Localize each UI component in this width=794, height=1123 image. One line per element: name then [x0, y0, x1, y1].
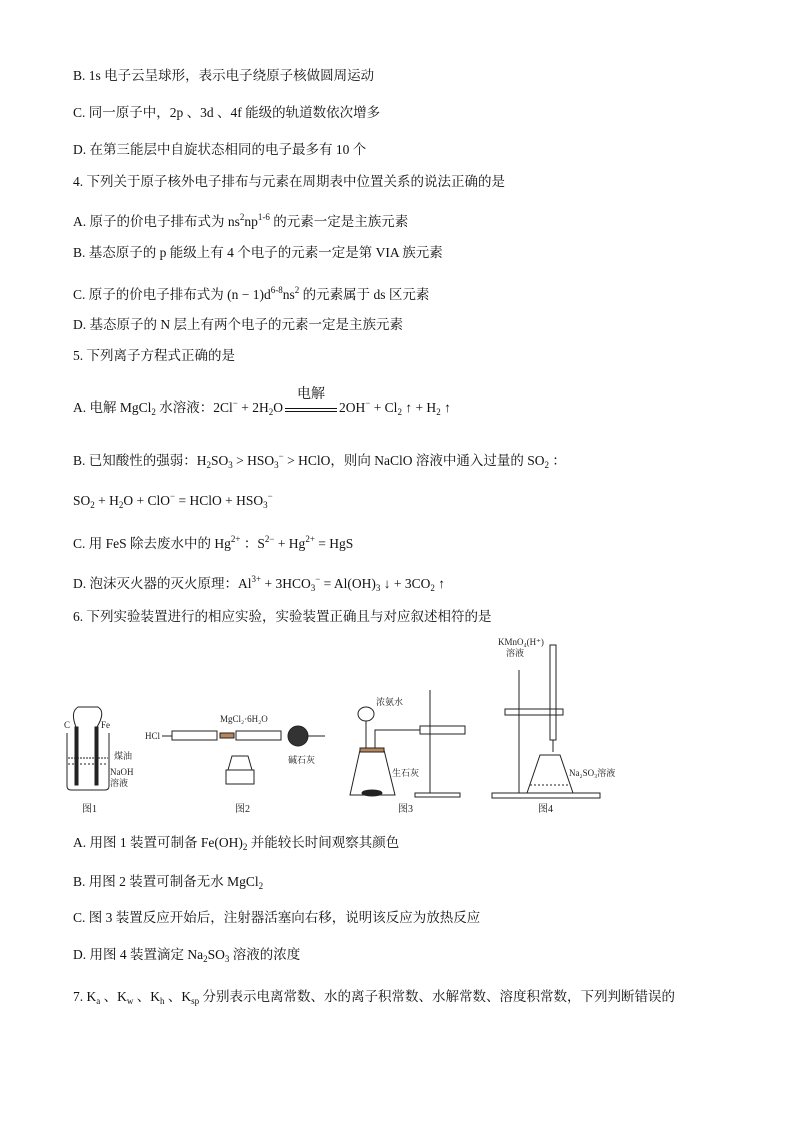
text-line — [73, 244, 443, 262]
delivery-tube — [375, 730, 420, 748]
figure-2 — [145, 714, 325, 815]
text-segment: + H — [94, 493, 119, 508]
text-segment: SO — [73, 493, 91, 508]
text-line — [73, 946, 300, 968]
connector — [220, 733, 234, 738]
supscript: − — [315, 574, 321, 584]
text-segment: 分别表示电离常数、水的离子积常数、水解常数、溶度积常数，下列判断错误的 — [199, 989, 676, 1004]
supscript: 2 — [294, 285, 300, 295]
text-segment: 的元素一定是主族元素 — [269, 214, 409, 229]
text-segment: 、K — [164, 989, 192, 1004]
carbon-electrode — [75, 727, 78, 785]
subscript: 3 — [310, 583, 316, 593]
fig1-label-fe: Fe — [101, 720, 110, 730]
soda-lime-tube — [288, 726, 308, 746]
text-segment: 5. 下列离子方程式正确的是 — [73, 348, 235, 363]
burette-clamp — [505, 709, 563, 715]
subscript: 2 — [268, 407, 274, 417]
text-segment: B. 已知酸性的强弱：H — [73, 453, 207, 468]
text-line — [73, 988, 675, 1010]
figure-3 — [350, 690, 465, 815]
fig2-label-hcl: HCl — [145, 731, 161, 741]
supscript: 2 — [239, 212, 245, 222]
equals-sign — [285, 408, 337, 412]
text-segment: D. 用图 4 装置滴定 Na — [73, 947, 204, 962]
subscript: 2 — [430, 583, 435, 593]
fig4-caption: 图4 — [538, 804, 553, 815]
subscript: 2 — [206, 460, 212, 470]
text-segment: > HSO — [232, 453, 275, 468]
text-line — [73, 873, 263, 895]
text-segment: D. 在第三能层中自旋状态相同的电子最多有 10 个 — [73, 142, 367, 157]
fig1-caption: 图1 — [82, 804, 97, 815]
wire — [73, 707, 101, 727]
supscript: 6-8 — [270, 285, 283, 295]
figure-1 — [64, 707, 134, 815]
text-line — [73, 909, 480, 927]
text-segment: A. 原子的价电子排布式为 ns — [73, 214, 240, 229]
text-segment: B. 基态原子的 p 能级上有 4 个电子的元素一定是第 VIA 族元素 — [73, 245, 443, 260]
subscript: 2 — [436, 407, 441, 417]
text-segment: A. 用图 1 装置可制备 Fe(OH) — [73, 835, 243, 850]
stand-base — [415, 793, 460, 797]
fig2-label-salt: MgCl₂·6H₂O — [220, 714, 268, 724]
supscript: − — [365, 398, 371, 408]
text-segment: 的元素属于 ds 区元素 — [299, 287, 430, 302]
text-segment: B. 1s 电子云呈球形，表示电子绕原子核做圆周运动 — [73, 68, 375, 83]
subscript: h — [160, 996, 165, 1006]
glass-tube-2 — [236, 731, 281, 740]
text-segment: + 3HCO — [261, 576, 311, 591]
text-segment: C. 同一原子中，2p 、3d 、4f 能级的轨道数依次增多 — [73, 105, 381, 120]
subscript: 2 — [90, 500, 95, 510]
text-segment: 、K — [100, 989, 127, 1004]
text-segment: B. 用图 2 装置可制备无水 MgCl — [73, 874, 259, 889]
text-line — [73, 608, 492, 626]
supscript: 2+ — [230, 534, 241, 544]
text-segment: O — [273, 400, 283, 415]
subscript: 2 — [118, 500, 124, 510]
subscript: 2 — [151, 407, 156, 417]
text-line — [73, 347, 235, 365]
supscript: 3+ — [251, 574, 262, 584]
supscript: − — [170, 491, 176, 501]
text-line — [73, 141, 366, 159]
subscript: 3 — [228, 460, 233, 470]
text-segment: ↑ — [434, 576, 446, 591]
quicklime-solid — [362, 790, 382, 796]
syringe — [420, 726, 465, 734]
text-segment: = HClO + HSO — [175, 493, 264, 508]
alcohol-lamp — [228, 756, 252, 770]
text-segment: SO — [207, 947, 225, 962]
text-line — [73, 104, 380, 122]
subscript: w — [126, 996, 134, 1006]
text-segment: = Al(OH) — [320, 576, 376, 591]
fig3-caption: 图3 — [398, 804, 413, 815]
subscript: 3 — [224, 954, 230, 964]
fig3-label-quicklime: 生石灰 — [392, 768, 420, 778]
text-line — [73, 173, 505, 191]
text-segment: = HgS — [314, 536, 354, 551]
supscript: 2+ — [305, 534, 315, 544]
subscript: 3 — [263, 500, 268, 510]
text-segment: + Hg — [274, 536, 306, 551]
stand-base — [492, 793, 600, 798]
text-line — [73, 570, 445, 597]
fig4-label-kmno4: KMnO₄(H⁺) — [498, 637, 544, 647]
text-segment: C. 原子的价电子排布式为 (n − 1)d — [73, 287, 271, 302]
text-segment: + Cl — [370, 400, 398, 415]
text-segment: + 2H — [237, 400, 269, 415]
text-segment: ↓ + 3CO — [380, 576, 431, 591]
subscript: 3 — [274, 460, 279, 470]
fig2-caption: 图2 — [235, 804, 250, 815]
fig4-label-na2so3: Na₂SO₃溶液 — [569, 768, 616, 778]
text-line — [73, 67, 374, 85]
subscript: a — [96, 996, 101, 1006]
fig4-label-solution: 溶液 — [506, 648, 525, 658]
text-segment: ns — [282, 287, 295, 302]
text-segment: SO — [211, 453, 229, 468]
text-segment: 水溶液：2Cl — [155, 400, 233, 415]
condition-label: 电解 — [296, 387, 325, 402]
text-line — [73, 530, 353, 553]
conical-flask — [350, 750, 395, 795]
fig1-label-solution: 溶液 — [110, 778, 129, 788]
subscript: 2 — [397, 407, 402, 417]
text-line — [73, 208, 408, 231]
subscript: 2 — [242, 842, 248, 852]
fig2-label-sodalime: 碱石灰 — [288, 755, 316, 765]
text-segment: 、K — [133, 989, 160, 1004]
text-segment: D. 基态原子的 N 层上有两个电子的元素一定是主族元素 — [73, 317, 403, 332]
text-line — [73, 316, 403, 334]
text-segment: > HClO，则向 NaClO 溶液中通入过量的 SO — [283, 453, 545, 468]
iron-electrode — [95, 727, 98, 785]
supscript: − — [232, 398, 238, 408]
subscript: 2 — [258, 881, 264, 891]
burette — [550, 645, 556, 740]
text-segment: 溶液的浓度 — [229, 947, 301, 962]
titration-flask — [527, 755, 573, 793]
text-segment: ↑ — [440, 400, 451, 415]
figure-4 — [492, 637, 615, 815]
lamp-block — [226, 770, 254, 784]
text-line — [73, 834, 399, 856]
text-line — [73, 387, 451, 421]
text-segment: D. 泡沫灭火器的灭火原理：Al — [73, 576, 252, 591]
text-segment: A. 电解 MgCl — [73, 400, 152, 415]
text-segment: np — [244, 214, 258, 229]
text-line — [73, 447, 566, 474]
stopper — [360, 748, 384, 752]
supscript: 2− — [264, 534, 275, 544]
fig3-label-ammonia: 浓氨水 — [376, 697, 404, 707]
supscript: − — [278, 451, 284, 461]
reaction-condition — [285, 387, 337, 412]
glass-tube — [172, 731, 217, 740]
fig1-label-c: C — [64, 720, 71, 730]
text-line — [73, 487, 273, 514]
text-segment: 7. K — [73, 989, 97, 1004]
supscript: 1-6 — [257, 212, 270, 222]
text-segment: ↑ + H — [401, 400, 437, 415]
text-segment: ： — [548, 453, 566, 468]
subscript: sp — [191, 996, 200, 1006]
fig1-label-kerosene: 煤油 — [114, 751, 133, 761]
subscript: 3 — [375, 583, 381, 593]
text-segment: 并能较长时间观察其颜色 — [247, 835, 400, 850]
text-segment: 2OH — [338, 400, 366, 415]
text-segment: C. 图 3 装置反应开始后，注射器活塞向右移，说明该反应为放热反应 — [73, 910, 481, 925]
text-segment: O + ClO — [123, 493, 171, 508]
text-segment: 4. 下列关于原子核外电子排布与元素在周期表中位置关系的说法正确的是 — [73, 174, 505, 189]
text-line — [73, 281, 429, 304]
text-segment: C. 用 FeS 除去废水中的 Hg — [73, 536, 231, 551]
separatory-funnel — [358, 707, 374, 721]
fig1-label-naoh: NaOH — [110, 767, 134, 777]
text-segment: 6. 下列实验装置进行的相应实验，实验装置正确且与对应叙述相符的是 — [73, 609, 492, 624]
text-segment: ：S — [240, 536, 265, 551]
beaker — [67, 733, 109, 790]
apparatus-figures — [0, 630, 794, 820]
supscript: − — [267, 491, 273, 501]
subscript: 2 — [203, 954, 208, 964]
subscript: 2 — [544, 460, 549, 470]
